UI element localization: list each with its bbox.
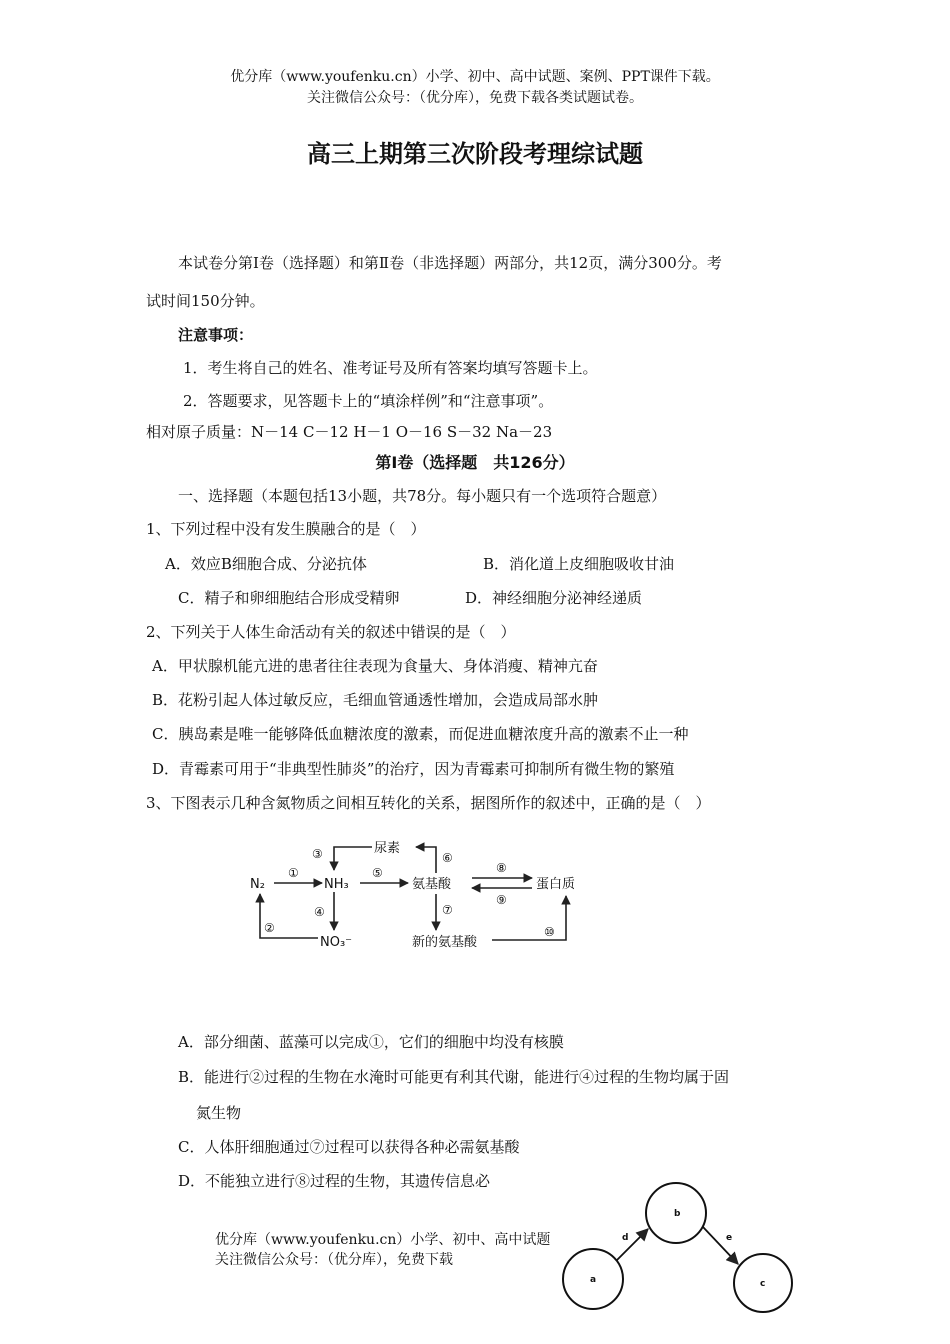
q3-option-d: D．不能独立进行⑧过程的生物，其遗传信息必 bbox=[178, 1172, 491, 1190]
section-1-title: 第Ⅰ卷（选择题 共126分） bbox=[375, 453, 575, 472]
q2-option-d: D．青霉素可用于“非典型性肺炎”的治疗，因为青霉素可抑制所有微生物的繁殖 bbox=[152, 760, 675, 778]
header-line-2: 关注微信公众号：（优分库），免费下载各类试题试卷。 bbox=[307, 90, 643, 106]
label-new-amino-acid: 新的氨基酸 bbox=[412, 935, 478, 950]
intro-line-2: 试时间150分钟。 bbox=[146, 292, 265, 310]
step-3: ③ bbox=[312, 847, 323, 861]
node-a-label: a bbox=[590, 1275, 597, 1285]
q1-option-c: C．精子和卵细胞结合形成受精卵 bbox=[178, 589, 400, 607]
step-5: ⑤ bbox=[372, 866, 383, 880]
label-amino-acid: 氨基酸 bbox=[412, 877, 452, 892]
step-7: ⑦ bbox=[442, 903, 453, 917]
footer-line-1: 优分库（www.youfenku.cn）小学、初中、高中试题 bbox=[215, 1232, 551, 1248]
node-c-label: c bbox=[760, 1279, 766, 1289]
q3-option-a: A．部分细菌、蓝藻可以完成①，它们的细胞中均没有核膜 bbox=[178, 1033, 564, 1051]
nitrogen-diagram bbox=[240, 828, 620, 958]
label-urea: 尿素 bbox=[374, 841, 401, 856]
footer-line-2: 关注微信公众号：（优分库），免费下载 bbox=[215, 1252, 453, 1268]
label-protein: 蛋白质 bbox=[536, 877, 576, 892]
step-9: ⑨ bbox=[496, 893, 507, 907]
q3-option-b-cont: 氮生物 bbox=[196, 1104, 242, 1122]
q3-option-b: B．能进行②过程的生物在水淹时可能更有利其代谢，能进行④过程的生物均属于固 bbox=[178, 1068, 730, 1086]
q2-option-c: C．胰岛素是唯一能够降低血糖浓度的激素，而促进血糖浓度升高的激素不止一种 bbox=[152, 725, 689, 743]
edge-e bbox=[703, 1227, 738, 1264]
intro-line-1: 本试卷分第Ⅰ卷（选择题）和第Ⅱ卷（非选择题）两部分，共12页，满分300分。考 bbox=[178, 254, 722, 272]
notice-item-2: 2．答题要求，见答题卡上的“填涂样例”和“注意事项”。 bbox=[183, 392, 554, 410]
arrow-6 bbox=[416, 847, 436, 873]
q2-option-b: B．花粉引起人体过敏反应，毛细血管通透性增加，会造成局部水肿 bbox=[152, 691, 599, 709]
arrow-3 bbox=[334, 847, 372, 870]
label-nh3: NH₃ bbox=[324, 877, 349, 892]
q3-option-c: C．人体肝细胞通过⑦过程可以获得各种必需氨基酸 bbox=[178, 1138, 520, 1156]
atomic-mass: 相对原子质量：N－14 C－12 H－1 O－16 S－32 Na－23 bbox=[146, 423, 553, 441]
edge-d-label: d bbox=[622, 1233, 629, 1243]
abc-graph bbox=[560, 1180, 810, 1330]
notice-item-1: 1．考生将自己的姓名、准考证号及所有答案均填写答题卡上。 bbox=[183, 359, 598, 377]
page-title: 高三上期第三次阶段考理综试题 bbox=[307, 140, 643, 168]
q1-option-a: A．效应B细胞合成、分泌抗体 bbox=[165, 555, 367, 573]
q3-stem: 3、下图表示几种含氮物质之间相互转化的关系，据图所作的叙述中，正确的是（ ） bbox=[146, 794, 711, 812]
label-no3: NO₃⁻ bbox=[320, 935, 353, 950]
q2-option-a: A．甲状腺机能亢进的患者往往表现为食量大、身体消瘦、精神亢奋 bbox=[152, 657, 598, 675]
q1-stem: 1、下列过程中没有发生膜融合的是（ ） bbox=[146, 520, 426, 538]
step-1: ① bbox=[288, 866, 299, 880]
q1-option-d: D．神经细胞分泌神经递质 bbox=[465, 589, 643, 607]
step-10: ⑩ bbox=[544, 925, 555, 939]
notice-heading: 注意事项： bbox=[178, 326, 254, 344]
step-4: ④ bbox=[314, 905, 325, 919]
edge-e-label: e bbox=[726, 1233, 733, 1243]
q1-option-b: B．消化道上皮细胞吸收甘油 bbox=[483, 555, 675, 573]
q2-stem: 2、下列关于人体生命活动有关的叙述中错误的是（ ） bbox=[146, 623, 516, 641]
label-n2: N₂ bbox=[250, 877, 265, 892]
header-line-1: 优分库（www.youfenku.cn）小学、初中、高中试题、案例、PPT课件下载。 bbox=[230, 69, 720, 85]
step-2: ② bbox=[264, 921, 275, 935]
step-8: ⑧ bbox=[496, 861, 507, 875]
node-b-label: b bbox=[674, 1209, 681, 1219]
step-6: ⑥ bbox=[442, 851, 453, 865]
part-1-intro: 一、选择题（本题包括13小题，共78分。每小题只有一个选项符合题意） bbox=[178, 487, 667, 505]
